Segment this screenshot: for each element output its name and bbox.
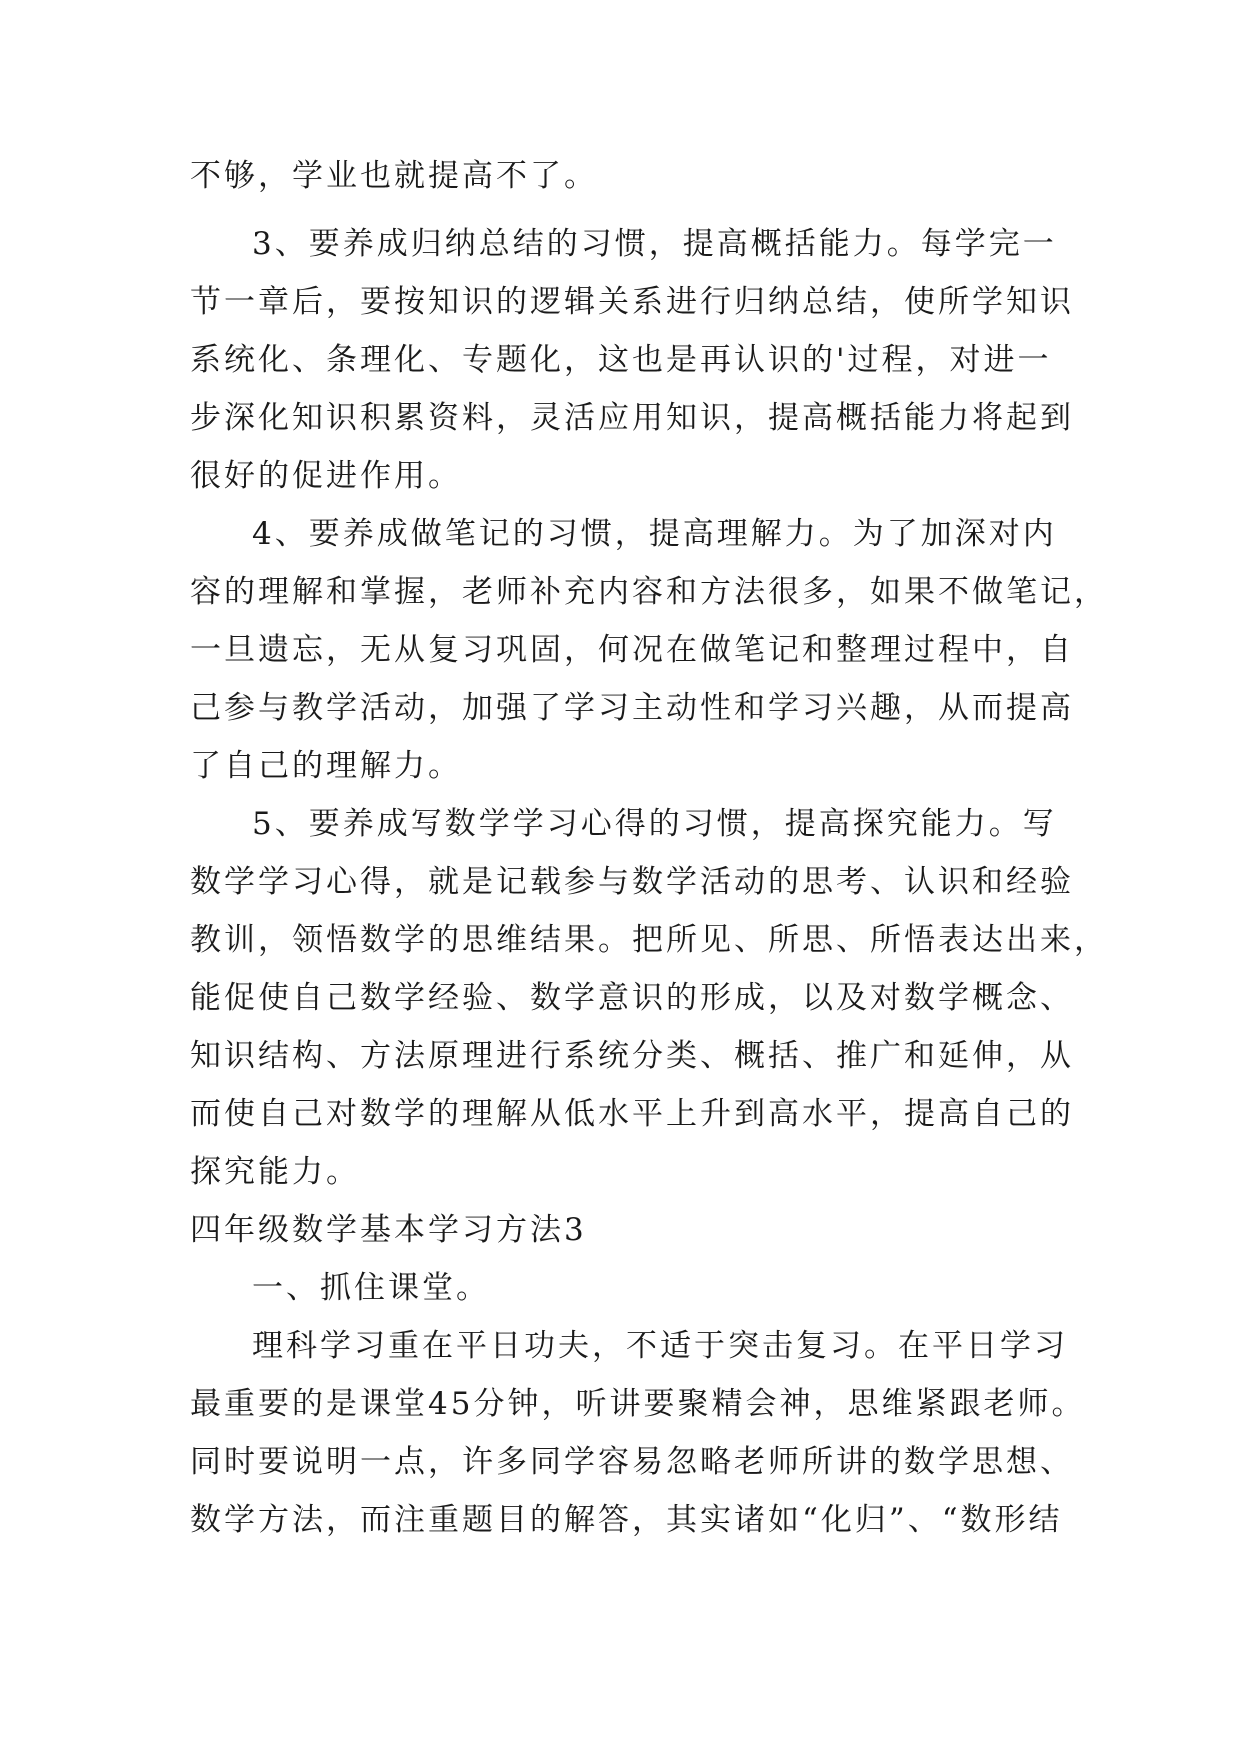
text-line: 4、要养成做笔记的习惯，提高理解力。为了加深对内 <box>252 516 1057 552</box>
text-line: 3、要养成归纳总结的习惯，提高概括能力。每学完一 <box>252 226 1057 262</box>
text-line: 5、要养成写数学学习心得的习惯，提高探究能力。写 <box>252 806 1057 842</box>
text-line: 了自己的理解力。 <box>190 748 462 784</box>
text-line: 不够，学业也就提高不了。 <box>190 158 598 194</box>
text-line: 系统化、条理化、专题化，这也是再认识的'过程，对进一 <box>190 342 1052 378</box>
text-line: 同时要说明一点，许多同学容易忽略老师所讲的数学思想、 <box>190 1444 1074 1480</box>
text-line: 最重要的是课堂45分钟，听讲要聚精会神，思维紧跟老师。 <box>190 1386 1086 1422</box>
text-line: 容的理解和掌握，老师补充内容和方法很多，如果不做笔记， <box>190 574 1108 610</box>
text-line: 教训，领悟数学的思维结果。把所见、所思、所悟表达出来， <box>190 922 1108 958</box>
text-line: 己参与教学活动，加强了学习主动性和学习兴趣，从而提高 <box>190 690 1074 726</box>
text-line: 数学学习心得，就是记载参与数学活动的思考、认识和经验 <box>190 864 1074 900</box>
text-line: 节一章后，要按知识的逻辑关系进行归纳总结，使所学知识 <box>190 284 1074 320</box>
text-line: 很好的促进作用。 <box>190 458 462 494</box>
text-line: 数学方法，而注重题目的解答，其实诸如“化归”、“数形结 <box>190 1502 1063 1538</box>
subheading: 一、抓住课堂。 <box>252 1270 490 1306</box>
text-line: 而使自己对数学的理解从低水平上升到高水平，提高自己的 <box>190 1096 1074 1132</box>
text-line: 一旦遗忘，无从复习巩固，何况在做笔记和整理过程中，自 <box>190 632 1074 668</box>
text-line: 探究能力。 <box>190 1154 360 1190</box>
text-line: 理科学习重在平日功夫，不适于突击复习。在平日学习 <box>252 1328 1068 1364</box>
text-line: 能促使自己数学经验、数学意识的形成，以及对数学概念、 <box>190 980 1074 1016</box>
text-line: 知识结构、方法原理进行系统分类、概括、推广和延伸，从 <box>190 1038 1074 1074</box>
section-heading: 四年级数学基本学习方法3 <box>190 1212 587 1248</box>
text-line: 步深化知识积累资料，灵活应用知识，提高概括能力将起到 <box>190 400 1074 436</box>
